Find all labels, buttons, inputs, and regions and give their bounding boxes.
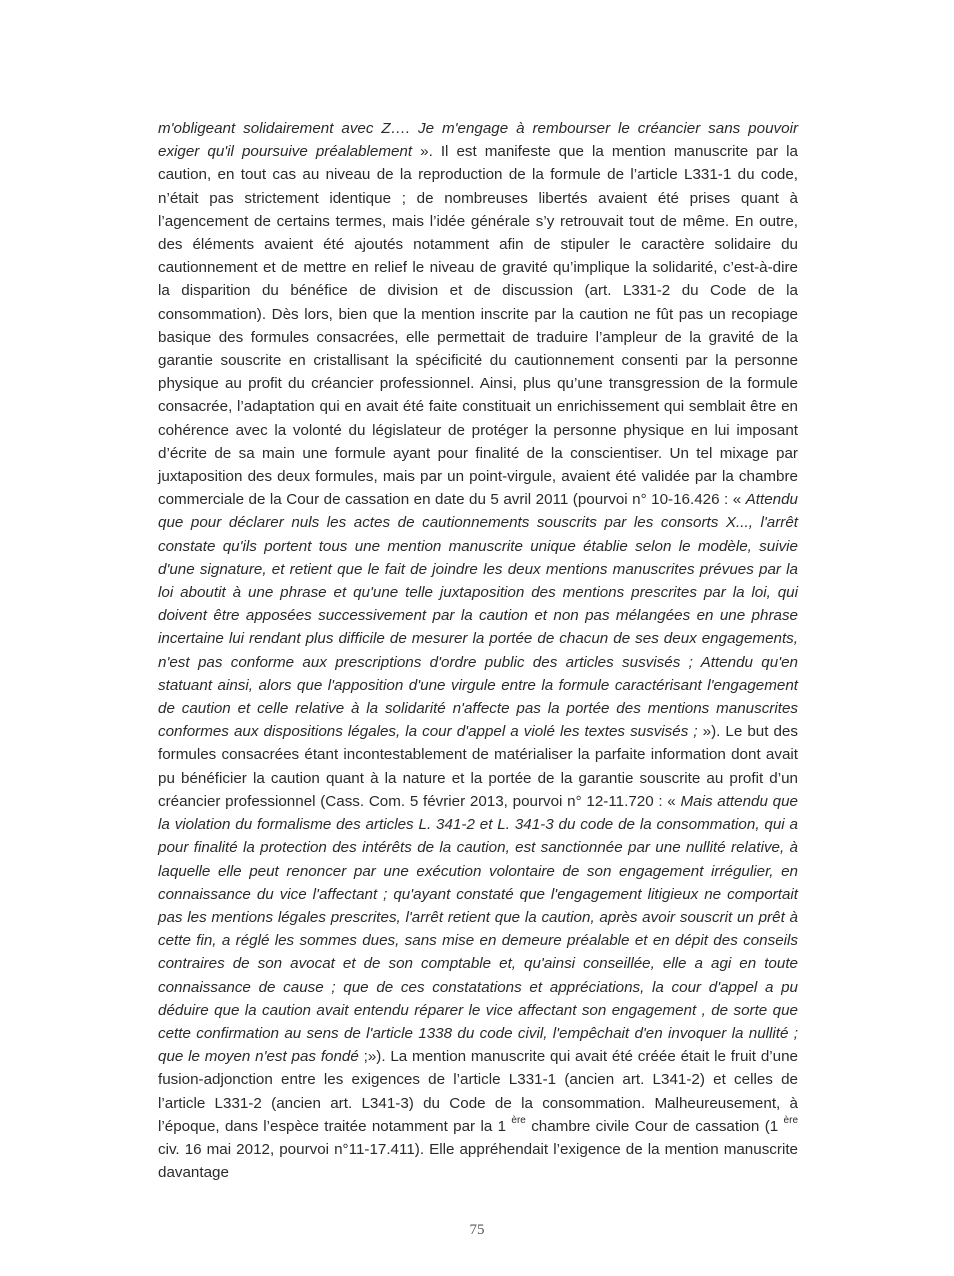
page-number: 75 bbox=[469, 1222, 485, 1238]
text-segment: chambre civile Cour de cassation (1 bbox=[525, 1117, 784, 1135]
text-segment-italic: Attendu que pour déclarer nuls les actes de cautionnements souscrits par les consorts X..., l'arrêt constate qu'ils portent tous une mention manuscrite unique établie selon le modèle, suivie d'une signature, et retient que le fait de joindre les deux mentions manuscrites prévues par la loi aboutit à une phrase et qu'une telle juxtaposition des mentions prescrites par la loi, qui doivent être apposées successivement par la caution et non pas mélangées en une phrase incertaine lui rendant plus difficile de mesurer la portée de chacun de ses deux engagements, n'est pas conforme aux prescriptions d'ordre public des articles susvisés ; Attendu qu'en statuant ainsi, alors que l'apposition d'une virgule entre la formule caractérisant l'engagement de caution et celle relative à la solidarité n'affecte pas la portée des mentions manuscrites conformes aux dispositions légales, la cour d'appel a violé les textes susvisés ; bbox=[158, 491, 798, 741]
body-paragraph bbox=[158, 117, 798, 1184]
text-segment: ;»). La mention manuscrite qui avait été créée était le fruit d’une fusion-adjonction entre les exigences de l’article L331-1 (ancien art. L341-2) et celles de l’article L331-2 (ancien art. L341-3) du Code de la consommation. Malheureusement, à l’époque, dans l’espèce traitée notamment par la 1 bbox=[158, 1048, 798, 1135]
text-segment: »). Le but des formules consacrées étant incontestablement de matérialiser la parfaite information dont avait pu bénéficier la caution quant à la nature et la portée de la garantie souscrite au profit d’un créancier professionnel (Cass. Com. 5 février 2013, pourvoi n° 12-11.720 : « bbox=[158, 723, 798, 810]
text-segment: civ. 16 mai 2012, pourvoi n°11-17.411). Elle appréhendait l’exigence de la mention manuscrite davantage bbox=[158, 1140, 798, 1182]
superscript-ordinal: ère bbox=[511, 1114, 526, 1126]
text-segment: ». Il est manifeste que la mention manuscrite par la caution, en tout cas au niveau de la reproduction de la formule de l’article L331-1 du code, n’était pas strictement identique ; de nombreuses libertés avaient été prises quant à l’agencement de certains termes, mais l’idée générale s’y retrouvait tout de même. En outre, des éléments avaient été ajoutés notamment afin de stipuler le caractère solidaire du cautionnement et de mettre en relief le niveau de gravité qu’implique la solidarité, c’est-à-dire la disparition du bénéfice de division et de discussion (art. L331-2 du Code de la consommation). Dès lors, bien que la mention inscrite par la caution ne fût pas un recopiage basique des formules consacrées, elle permettait de traduire l’ampleur de la gravité de la garantie souscrite en cristallisant la spécificité du cautionnement consenti par la personne physique au profit du créancier professionnel. Ainsi, plus qu’une transgression de la formule consacrée, l’adaptation qui en avait été faite constituait un enrichissement qui semblait être en cohérence avec la volonté du législateur de protéger la personne physique en lui imposant d’écrite de sa main une formule ayant pour finalité de la conscientiser. Un tel mixage par juxtaposition des deux formules, mais par un point-virgule, avaient été validée par la chambre commerciale de la Cour de cassation en date du 5 avril 2011 (pourvoi n° 10-16.426 : « bbox=[158, 143, 798, 509]
text-segment-italic: Mais attendu que la violation du formalisme des articles L. 341-2 et L. 341-3 du code de la consommation, qui a pour finalité la protection des intérêts de la caution, est sanctionnée par une nullité relative, à laquelle elle peut renoncer par une exécution volontaire de son engagement irrégulier, en connaissance du vice l'affectant ; qu'ayant constaté que l'engagement litigieux ne comportait pas les mentions légales prescrites, l'arrêt retient que la caution, après avoir souscrit un prêt à cette fin, a réglé les sommes dues, sans mise en demeure préalable et en dépit des conseils contraires de son avocat et de son comptable et, qu'ainsi conseillée, elle a agi en toute connaissance de cause ; que de ces constatations et appréciations, la cour d'appel a pu déduire que la caution avait entendu réparer le vice affectant son engagement , de sorte que cette confirmation au sens de l'article 1338 du code civil, l'empêchait d'en invoquer la nullité ; que le moyen n'est pas fondé bbox=[158, 792, 798, 1066]
text-segment-italic: m'obligeant solidairement avec Z…. Je m'engage à rembourser le créancier sans pouvoir exiger qu'il poursuive préalablement bbox=[158, 120, 798, 161]
superscript-ordinal: ère bbox=[783, 1114, 798, 1126]
